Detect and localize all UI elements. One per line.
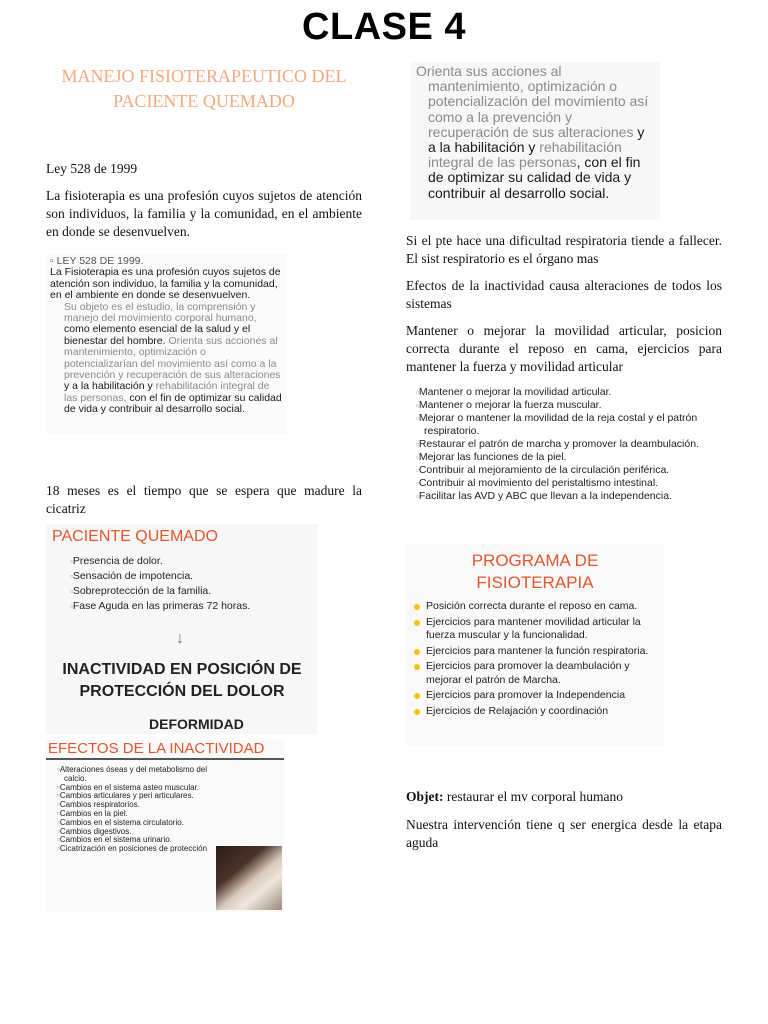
- objective-text: restaurar el mv corporal humano: [443, 789, 624, 804]
- law-reference: Ley 528 de 1999: [46, 161, 138, 176]
- list-item: ▫ Mantener o mejorar la fuerza muscular.: [414, 399, 712, 412]
- burn-slide-heading: PACIENTE QUEMADO: [52, 528, 218, 545]
- inactivity-text-1: INACTIVIDAD EN POSICIÓN DE: [62, 661, 302, 678]
- list-item: Ejercicios para mantener movilidad articular la fuerza muscular y la funcionalidad.: [414, 616, 664, 643]
- list-item: ▫ Sensación de impotencia.: [70, 569, 318, 584]
- inactivity-effects-slide: [46, 740, 284, 912]
- goals-slide: [410, 384, 716, 528]
- burn-patient-slide: [46, 524, 318, 734]
- paragraph-respiratory: Si el pte hace una dificultad respiratoria tiende a fallecer. El sist respiratorio es el órgano mas: [406, 233, 722, 266]
- list-item: ▫ Facilitar las AVD y ABC que llevan a la independencia.: [414, 490, 712, 503]
- list-item: ▫ Mejorar o mantener la movilidad de la reja costal y el patrón respiratorio.: [414, 412, 712, 438]
- list-item: ▫ Mejorar las funciones de la piel.: [414, 451, 712, 464]
- list-item: ▫ Cambios articulares y peri articulares.: [56, 792, 216, 801]
- arrow-down-icon: ↓: [176, 630, 184, 647]
- list-item: ▫ Cicatrización en posiciones de protección: [56, 845, 216, 854]
- burn-slide-list: [46, 546, 318, 614]
- law-slide-text-1: La Fisioterapia es una profesión cuyos sujetos de atención son individuo, la familia y la comunidad, en el ambiente en donde se desenvuelven.: [50, 266, 281, 302]
- list-item: ▫ Alteraciones óseas y del metabolismo del calcio.: [56, 766, 216, 784]
- list-item: Ejercicios para promover la Independencia: [414, 689, 664, 703]
- list-item: Ejercicios para promover la deambulación y mejorar el patrón de Marcha.: [414, 660, 664, 687]
- list-item: ▫ Cambios en el sistema urinario.: [56, 836, 216, 845]
- paragraph-intervention: Nuestra intervención tiene q ser energica desde la etapa aguda: [406, 817, 722, 850]
- list-item: ▫ Cambios digestivos.: [56, 828, 216, 837]
- list-item: ▫ Fase Aguda en las primeras 72 horas.: [70, 599, 318, 614]
- law-slide-image: [46, 254, 286, 434]
- list-item: Ejercicios para mantener la función respiratoria.: [414, 645, 664, 659]
- list-item: ▫ Presencia de dolor.: [70, 554, 318, 569]
- list-item: ▫ Contribuir al movimiento del peristaltismo intestinal.: [414, 477, 712, 490]
- law-slide-text-4: Orienta sus acciones al mantenimiento, optimización o potencializarían del movimiento así como a la prevención y recuperación de sus alteraciones: [64, 334, 281, 382]
- law-slide-text-2: Su objeto es el estudio, la comprensión y manejo del movimiento corporal humano,: [64, 300, 257, 325]
- orientation-slide-image: [410, 62, 660, 220]
- page-title: CLASE 4: [302, 6, 466, 48]
- bandaged-foot-photo: [216, 846, 282, 910]
- paragraph-maintain: Mantener o mejorar la movilidad articular, posicion correcta durante el reposo en cama, ejercicios para mantener la fuerza y movilidad articular: [406, 323, 722, 374]
- program-slide-list: [406, 594, 664, 718]
- list-item: ▫ Restaurar el patrón de marcha y promover la deambulación.: [414, 438, 712, 451]
- inactivity-text-2: PROTECCIÓN DEL DOLOR: [79, 683, 285, 700]
- list-item: Ejercicios de Relajación y coordinación: [414, 705, 664, 719]
- effects-slide-heading: EFECTOS DE LA INACTIVIDAD: [46, 740, 284, 760]
- paragraph-inactivity: Efectos de la inactividad causa alteraciones de todos los sistemas: [406, 278, 722, 311]
- orient-text-2: mantenimiento, optimización o potencialización del movimiento así como a la prevención y recuperación de sus alteraciones: [428, 78, 649, 140]
- document-title: MANEJO FISIOTERAPEUTICO DEL PACIENTE QUEMADO: [61, 66, 347, 111]
- objective-label: Objet:: [406, 789, 444, 804]
- law-slide-text-3: como elemento esencial de la salud y el bienestar del hombre.: [64, 323, 251, 347]
- deformity-text: DEFORMIDAD: [149, 716, 244, 732]
- orient-text-4: rehabilitación integral de las personas: [428, 139, 622, 171]
- orient-text-3: y a la habilitación y: [428, 123, 645, 156]
- law-slide-text-7: con el fin de optimizar su calidad de vida y contribuir al desarrollo social.: [64, 391, 282, 416]
- list-item: ▫ Cambios respiratorios.: [56, 801, 216, 810]
- list-item: ▫ Cambios en el sistema asteo muscular.: [56, 784, 216, 793]
- paragraph-definition: La fisioterapia es una profesión cuyos sujetos de atención son individuos, la familia y la comunidad, en el ambiente en donde se desenvuelven.: [46, 188, 362, 239]
- list-item: ▫ Cambios en la piel.: [56, 810, 216, 819]
- law-slide-text-6: rehabilitación integral de las personas,: [64, 380, 270, 404]
- orient-text-1: Orienta sus acciones al: [416, 63, 562, 79]
- effects-slide-list: [46, 760, 216, 854]
- list-item: ▫ Cambios en el sistema circulatorio.: [56, 819, 216, 828]
- list-item: Posición correcta durante el reposo en cama.: [414, 600, 664, 614]
- program-slide-heading: PROGRAMA DE FISIOTERAPIA: [471, 551, 599, 592]
- orient-text-5: , con el fin de optimizar su calidad de vida y contribuir al desarrollo social.: [428, 154, 641, 201]
- law-slide-text-5: y a la habilitación y: [64, 380, 153, 393]
- list-item: ▫ Mantener o mejorar la movilidad articular.: [414, 386, 712, 399]
- list-item: ▫ Sobreprotección de la familia.: [70, 584, 318, 599]
- program-slide: [406, 544, 664, 746]
- paragraph-scar: 18 meses es el tiempo que se espera que madure la cicatriz: [46, 483, 362, 516]
- list-item: ▫ Contribuir al mejoramiento de la circulación periférica.: [414, 464, 712, 477]
- objective-line: [406, 788, 722, 806]
- law-slide-heading: ▫ LEY 528 DE 1999.: [50, 255, 144, 267]
